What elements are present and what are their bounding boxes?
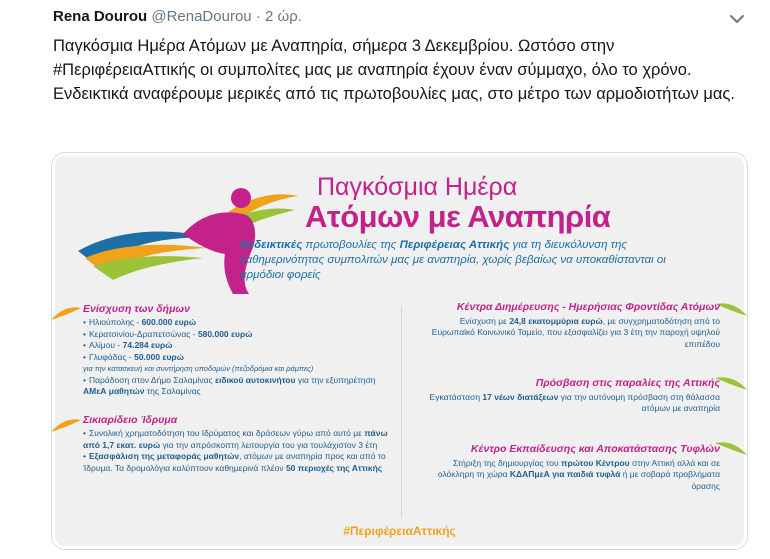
column-divider — [401, 306, 402, 518]
author-name[interactable]: Rena Dourou — [53, 8, 148, 25]
sikiaridio-list — [83, 428, 388, 474]
tweet-media-image[interactable] — [51, 152, 748, 550]
leaf-orange-icon — [51, 418, 81, 434]
infographic-title-line2: Ατόμων με Αναπηρία — [305, 199, 611, 234]
section-beach-access: Πρόσβαση στις παραλίες της Αττικής Εγκατάσταση 17 νέων διατάξεων για την αυτόνομη πρόσβαση στη θάλασσα ατόμων με αναπηρία — [415, 378, 720, 415]
chevron-down-icon[interactable] — [728, 12, 746, 26]
infographic-hashtag: #ΠεριφέρειαΑττικής — [343, 524, 456, 538]
infographic-title-line1: Παγκόσμια Ημέρα — [317, 173, 518, 201]
leaf-orange-icon — [51, 306, 81, 322]
list-item: • Γλυφάδας - 50.000 ευρώ — [83, 352, 388, 364]
section-title-day-care: Κέντρα Διημέρευσης - Ημερήσιας Φροντίδας Ατόμων — [456, 301, 720, 313]
infographic — [55, 156, 744, 546]
header-separator: · — [255, 8, 261, 25]
list-item: • Ηλιούπολης - 600.000 ευρώ — [83, 317, 388, 329]
section-blind-center: Κέντρο Εκπαίδευσης και Αποκατάστασης Τυφλών Στήριξη της δημιουργίας του πρώτου Κέντρου στην Αττική αλλά και σε ολόκληρη τη χώρα ΚΔΑΠμεΑ για παιδιά τυφλά ή με σοβαρά προβλήματα όρασης — [415, 444, 720, 492]
section-title-sikiaridio: Σικιαρίδειο Ίδρυμα — [83, 414, 178, 426]
list-note: για την κατασκευή και συντήρηση υποδομών (πεζοδρόμια και ράμπες) — [83, 364, 314, 373]
tweet-header — [53, 6, 750, 28]
section-title-municipalities: Ενίσχυση των δήμων — [83, 303, 191, 315]
subtitle-lead: Ενδεικτικές — [240, 239, 303, 251]
list-item: • Παράδοση στον Δήμο Σαλαμίνας ειδικού αυτοκινήτου για την εξυπηρέτηση ΑΜεΑ μαθητών της Σαλαμίνας — [83, 375, 388, 398]
tweet-timestamp[interactable]: 2 ώρ. — [264, 8, 302, 25]
section-day-care-centers: Κέντρα Διημέρευσης - Ημερήσιας Φροντίδας Ατόμων Ενίσχυση με 24,8 εκατομμύρια ευρώ, με συγχρηματοδότηση από το Ευρωπαϊκό Κοινωνικό Ταμείο, που εξασφαλίζει για 3 έτη την παροχή υψηλού επιπέδου — [415, 302, 720, 350]
list-item: • Συνολική χρηματοδότηση του Ιδρύματος και δράσεων γύρω από αυτό με πάνω από 1,7 εκατ. ευρώ για την απρόσκοπτη λειτουργία του για τουλάχιστον 3 έτη — [83, 428, 388, 451]
section-title-blind-center: Κέντρο Εκπαίδευσης και Αποκατάστασης Τυφλών — [470, 443, 720, 455]
list-item: • Κερατσινίου-Δραπετσώνας - 580.000 ευρώ — [83, 329, 388, 341]
list-item: • Εξασφάλιση της μεταφοράς μαθητών, ατόμων με αναπηρία προς και από το Ίδρυμα. Τα δρομολόγια καλύπτουν καθημερινά πλέον 50 περιοχές της Αττικής — [83, 451, 388, 474]
municipalities-list — [83, 317, 388, 398]
author-handle[interactable]: @RenaDourou — [151, 8, 252, 25]
section-title-beach-access: Πρόσβαση στις παραλίες της Αττικής — [535, 377, 720, 389]
subtitle-mid1: πρωτοβουλίες της — [305, 239, 397, 251]
tweet-text: Παγκόσμια Ημέρα Ατόμων με Αναπηρία, σήμερα 3 Δεκεμβρίου. Ωστόσο στην #ΠεριφέρειαΑττικής οι συμπολίτες μας με αναπηρία έχουν έναν σύμμαχο, όλο το χρόνο. Ενδεικτικά αναφέρουμε μερικές από τις πρωτοβουλίες μας, στο μέτρο των αρμοδιοτήτων μας. — [53, 37, 735, 103]
subtitle-region: Περιφέρειας Αττικής — [399, 239, 510, 251]
infographic-subtitle — [240, 238, 710, 283]
list-item: • Αλίμου - 74.284 ευρώ — [83, 340, 388, 352]
subtitle-rest: για τη διευκόλυνση της καθημερινότητας συμπολιτών μας με αναπηρία, χωρίς βεβαίως να υποκαθίστανται οι αρμόδιοι φορείς — [240, 239, 666, 281]
